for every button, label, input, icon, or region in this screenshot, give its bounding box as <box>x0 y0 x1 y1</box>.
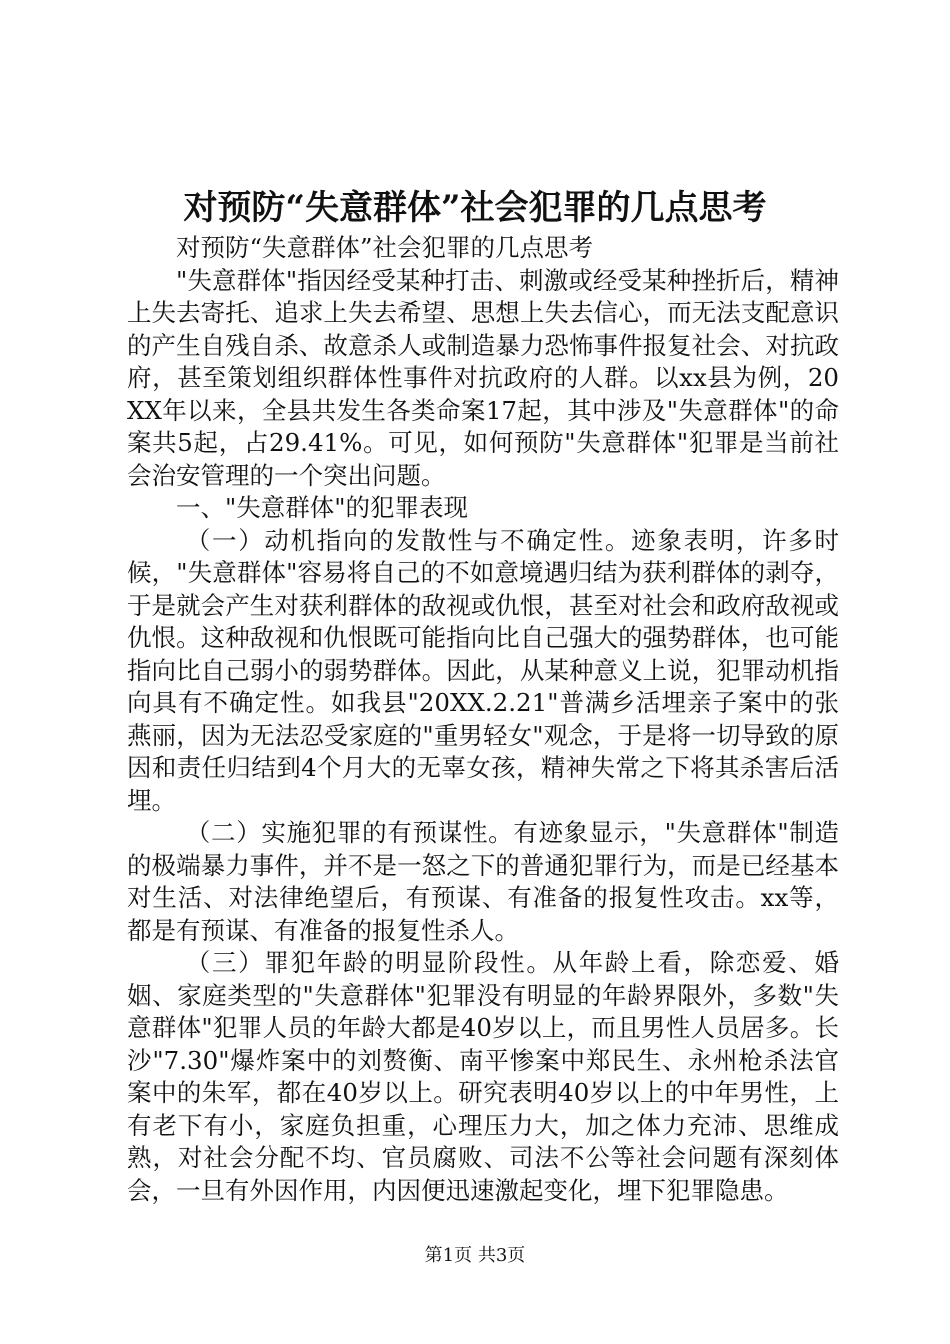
point-one-paragraph: （一）动机指向的发散性与不确定性。迹象表明，许多时候，"失意群体"容易将自己的不如意境遇归结为获利群体的剥夺，于是就会产生对获利群体的敌视或仇恨，甚至对社会和政府敌视或仇恨。这种敌视和仇恨既可能指向比自己强大的强势群体，也可能指向比自己弱小的弱势群体。因此，从某种意义上说，犯罪动机指向具有不确定性。如我县"20XX.2.21"普满乡活埋亲子案中的张燕丽，因为无法忍受家庭的"重男轻女"观念，于是将一切导致的原因和责任归结到4个月大的无辜女孩，精神失常之下将其杀害后活埋。 <box>127 525 839 815</box>
point-two-paragraph: （二）实施犯罪的有预谋性。有迹象显示，"失意群体"制造的极端暴力事件，并不是一怒之下的普通犯罪行为，而是已经基本对生活、对法律绝望后，有预谋、有准备的报复性攻击。xx等，都是有预谋、有准备的报复性杀人。 <box>127 818 839 945</box>
point-three-paragraph: （三）罪犯年龄的明显阶段性。从年龄上看，除恋爱、婚姻、家庭类型的"失意群体"犯罪没有明显的年龄界限外，多数"失意群体"犯罪人员的年龄大都是40岁以上，而且男性人员居多。长沙"7.30"爆炸案中的刘赘衡、南平惨案中郑民生、永州枪杀法官案中的朱军，都在40岁以上。研究表明40岁以上的中年男性，上有老下有小，家庭负担重，心理压力大，加之体力充沛、思维成熟，对社会分配不均、官员腐败、司法不公等社会问题有深刻体会，一旦有外因作用，内因便迅速激起变化，埋下犯罪隐患。 <box>127 948 839 1205</box>
subtitle-paragraph: 对预防“失意群体”社会犯罪的几点思考 <box>176 233 594 262</box>
section-heading: 一、"失意群体"的犯罪表现 <box>176 493 469 522</box>
intro-paragraph: "失意群体"指因经受某种打击、刺激或经受某种挫折后，精神上失去寄托、追求上失去希望、思想上失去信心，而无法支配意识的产生自残自杀、故意杀人或制造暴力恐怖事件报复社会、对抗政府，甚至策划组织群体性事件对抗政府的人群。以xx县为例，20XX年以来，全县共发生各类命案17起，其中涉及"失意群体"的命案共5起，占29.41%。可见，如何预防"失意群体"犯罪是当前社会治安管理的一个突出问题。 <box>127 265 839 490</box>
page-footer: 第1页 共3页 <box>424 1245 526 1266</box>
document-title: 对预防“失意群体”社会犯罪的几点思考 <box>183 188 767 228</box>
document-body <box>127 232 839 1207</box>
